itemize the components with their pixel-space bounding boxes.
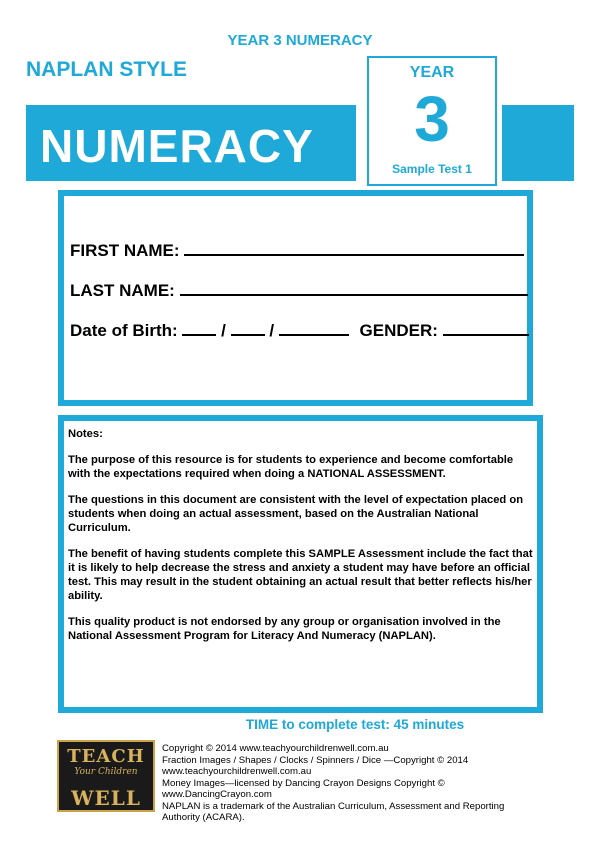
logo-line-2: Your Children xyxy=(74,767,138,777)
teach-your-children-well-logo xyxy=(57,740,155,812)
copyright-line: Money Images—licensed by Dancing Crayon Designs Copyright © xyxy=(162,777,445,789)
copyright-line: NAPLAN is a trademark of the Australian Curriculum, Assessment and Reporting xyxy=(162,800,505,812)
notes-title: Notes: xyxy=(68,428,103,440)
notes-paragraph: The benefit of having students complete this SAMPLE Assessment include the fact that it is likely to help decrease the stress and anxiety a student may have before an official test. This may result in the student obtaining an actual result that better reflects his/her ability. xyxy=(68,548,533,602)
last-name-field[interactable] xyxy=(70,278,528,301)
naplan-style-label: NAPLAN STYLE xyxy=(26,58,188,81)
first-name-field[interactable] xyxy=(70,238,524,261)
dob-day-line[interactable] xyxy=(182,318,216,336)
copyright-line: www.teachyourchildrenwell.com.au xyxy=(162,766,312,777)
dob-month-line[interactable] xyxy=(231,318,265,336)
header-top-label: YEAR 3 NUMERACY xyxy=(227,32,373,49)
dob-separator: / xyxy=(221,321,226,340)
year-box xyxy=(367,56,497,186)
logo-line-1: TEACH xyxy=(67,746,145,767)
first-name-label: FIRST NAME: xyxy=(70,241,180,260)
year-label: YEAR xyxy=(409,64,455,81)
notes-paragraph: The purpose of this resource is for students to experience and become comfortable with the expectations required when doing a NATIONAL ASSESSMENT. xyxy=(68,454,514,480)
logo-line-3: WELL xyxy=(71,786,141,810)
notes-paragraph: The questions in this document are consistent with the level of expectation placed on students when doing an actual assessment, based on the Australian National Curriculum. xyxy=(68,494,524,534)
gender-line[interactable] xyxy=(443,318,529,336)
copyright-line: Copyright © 2014 www.teachyourchildrenwell.com.au xyxy=(162,743,389,754)
last-name-line[interactable] xyxy=(180,278,528,296)
copyright-line: www.DancingCrayon.com xyxy=(162,789,272,800)
page-title: NUMERACY xyxy=(40,120,314,172)
sample-test-label: Sample Test 1 xyxy=(392,162,472,176)
gender-label: GENDER: xyxy=(359,321,438,340)
notes-paragraph: This quality product is not endorsed by any group or organisation involved in the National Assessment Program for Literacy And Numeracy (NAPLAN). xyxy=(68,616,501,642)
year-number: 3 xyxy=(414,83,450,155)
copyright-notice xyxy=(162,743,542,824)
dob-separator: / xyxy=(269,321,275,340)
dob-label: Date of Birth: xyxy=(70,321,178,340)
dob-gender-row xyxy=(70,318,529,341)
dob-year-line[interactable] xyxy=(279,318,349,336)
last-name-label: LAST NAME: xyxy=(70,281,175,300)
first-name-line[interactable] xyxy=(184,238,524,256)
title-band-right xyxy=(502,105,574,181)
time-note: TIME to complete test: 45 minutes xyxy=(245,717,465,732)
notes-box xyxy=(58,415,543,713)
copyright-line: Fraction Images / Shapes / Clocks / Spinners / Dice —Copyright © 2014 xyxy=(162,754,469,766)
copyright-line: Authority (ACARA). xyxy=(162,812,245,823)
student-details-box xyxy=(58,190,533,406)
